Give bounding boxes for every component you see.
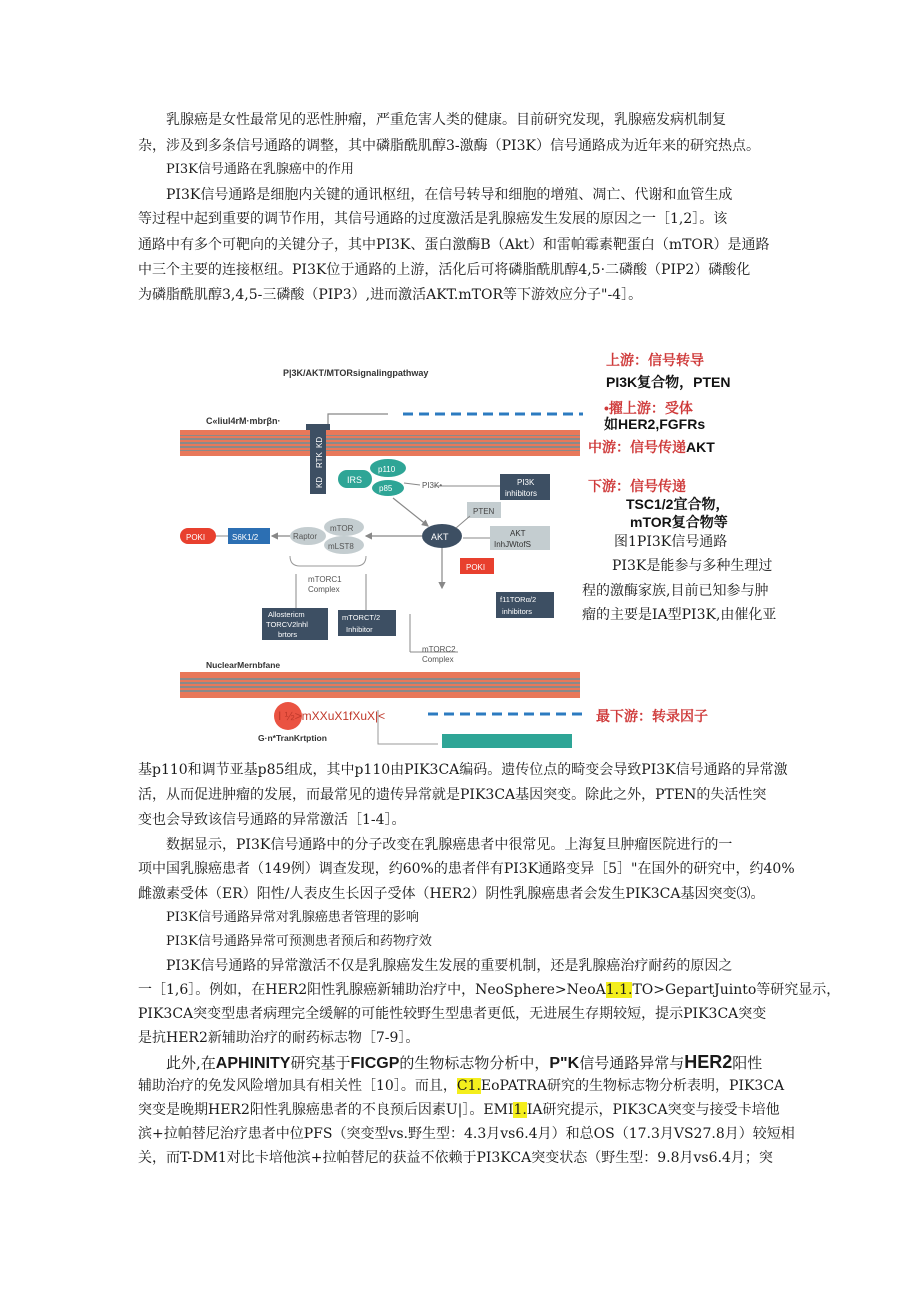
p6-l1-part-c: 研究基于 — [290, 1054, 351, 1072]
pi3k-to-akt-arrow — [393, 498, 428, 526]
mtor-label: mTOR — [330, 524, 354, 533]
highlight-3: 1. — [513, 1102, 527, 1118]
paragraph-3-line-3: 变也会导致该信号通路的异常激活［1-4］。 — [138, 812, 406, 828]
side-text-line-3: 瘤的主要是IA型PI3K,由催化亚 — [582, 607, 777, 623]
mtorc2-line-2: Complex — [422, 655, 454, 664]
paragraph-6-line-5: 关，而T-DM1对比卡培他滨+拉帕替尼的获益不依赖于PI3KCA突变状态（野生型：9.8月vs6.4月；突 — [138, 1150, 773, 1166]
cell-membrane-stripes — [180, 435, 580, 451]
mtorc1-bracket — [290, 556, 366, 566]
p6-l1-part-g: 信号通路异常与 — [579, 1054, 685, 1072]
mtorc2-line-1: mTORC2 — [422, 645, 456, 654]
p6-l1-part-a: 此外,在 — [166, 1054, 216, 1072]
nuclear-membrane-label: NuclearMernbfane — [206, 660, 281, 670]
s6k-label: S6K1/2 — [232, 533, 259, 542]
f11tor-line-1: f11TORα/2 — [500, 595, 537, 604]
poki-left-label: POKI — [186, 533, 206, 542]
gene-transcription-label: G·n*TranKrtption — [258, 733, 327, 743]
akt-inhibitors-line-1: AKT — [510, 529, 526, 538]
annotation-midstream — [588, 437, 715, 457]
nuclear-membrane-top — [180, 672, 580, 677]
annotation-downstream-detail-2: mTOR复合物等 — [630, 514, 728, 530]
p6-l1-part-e: 的生物标志物分析中， — [399, 1054, 550, 1072]
paragraph-4-line-2: 项中国乳腺癌患者（149例）调查发现，约60%的患者伴有PI3K通路变异［5］"在国外的研究中，约40% — [138, 861, 795, 877]
mlst8-label: mLST8 — [328, 542, 354, 551]
annotation-receptor-detail: 如HER2,FGFRs — [604, 416, 706, 432]
annotation-transcription-factor: 最下游：转录因子 — [596, 708, 708, 724]
rtk-kd-bottom: KD — [315, 476, 324, 488]
paragraph-5-line-1: PI3K信号通路的异常激活不仅是乳腺癌发生发展的重要机制，还是乳腺癌治疗耐药的原因之 — [166, 958, 733, 974]
rtk-kd-top: KD — [315, 436, 324, 448]
annotation-upstream-title: 上游：信号转导 — [606, 352, 704, 368]
section-heading-2: PI3K信号通路异常对乳腺癌患者管理的影响 — [166, 910, 419, 925]
nuclear-membrane-bottom — [180, 693, 580, 698]
paragraph-5-line-4: 是抗HER2新辅助治疗的耐药标志物［7-9］。 — [138, 1030, 420, 1046]
p6-l1-aphinity: APHINITY — [215, 1055, 291, 1072]
paragraph-2-line-4: 中三个主要的连接枢纽。PI3K位于通路的上游，活化后可将磷脂酰肌醇4,5·二磷酸（PIP2）磷酸化 — [138, 262, 751, 278]
p6-l2-part-a: 辅助治疗的免发风险增加具有相关性［10］。而且， — [138, 1078, 457, 1094]
mtorct-line-2: Inhibitor — [346, 625, 373, 634]
paragraph-6-line-3 — [138, 1100, 780, 1120]
pten-label: PTEN — [473, 507, 495, 516]
paragraph-3-line-1: 基p110和调节亚基p85组成，其中p110由PIK3CA编码。遗传位点的畸变会导致PI3K信号通路的异常激 — [138, 762, 788, 778]
paragraph-6-line-2 — [138, 1076, 784, 1096]
paragraph-5-line-2-b: TO>GepartJuinto等研究显示， — [632, 982, 841, 998]
p85-label: p85 — [379, 484, 393, 493]
paragraph-5-line-2-a: 一［1,6］。例如，在HER2阳性乳腺癌新辅助治疗中，NeoSphere>NeoA — [138, 982, 606, 998]
paragraph-6-line-4: 滨+拉帕替尼治疗患者中位PFS（突变型vs.野生型：4.3月vs6.4月）和总OS（17.3月VS27.8月）较短相 — [138, 1126, 795, 1142]
paragraph-1-line-2: 杂，涉及到多条信号通路的调整，其中磷脂酰肌醇3-激酶（PI3K）信号通路成为近年来的研究热点。 — [138, 138, 760, 154]
allosteric-line-3: brtors — [278, 630, 298, 639]
cell-membrane-top — [180, 430, 580, 435]
akt-label: AKT — [431, 532, 449, 542]
annotation-receptor-title: •擢上游：受体 — [604, 400, 693, 416]
pathway-diagram — [178, 352, 583, 752]
paragraph-4-line-1: 数据显示，PI3K信号通路中的分子改变在乳腺癌患者中很常见。上海复旦肿瘤医院进行的一 — [166, 837, 733, 853]
mtorc1-line-1: mTORC1 — [308, 575, 342, 584]
rtk-cap — [306, 424, 330, 430]
section-heading-1: PI3K信号通路在乳腺癌中的作用 — [166, 162, 354, 177]
section-heading-3: PI3K信号通路异常可预测患者预后和药物疗效 — [166, 934, 432, 949]
annotation-upstream-detail: PI3K复合物，PTEN — [606, 374, 731, 390]
raptor-label: Raptor — [293, 532, 318, 541]
p6-l3-part-a: 突变是晚期HER2阳性乳腺癌患者的不良预后因素U|］。EMI — [138, 1102, 514, 1118]
figure-caption: 图1PI3K信号通路 — [614, 534, 728, 550]
paragraph-2-line-2: 等过程中起到重要的调节作用，其信号通路的过度激活是乳腺癌发生发展的原因之一［1,2］。该 — [138, 211, 728, 227]
nuclear-membrane-stripes — [180, 677, 580, 693]
paragraph-5-line-2 — [138, 980, 840, 1000]
paragraph-2-line-3: 通路中有多个可靶向的关键分子，其中PI3K、蛋白激酶B（Akt）和雷帕霉素靶蛋白（mTOR）是通路 — [138, 237, 770, 253]
annotation-downstream-title: 下游：信号传递 — [588, 478, 686, 494]
arrow-line — [328, 414, 388, 424]
akt-inhibitors-line-2: InhJWtofS — [494, 540, 531, 549]
rtk-label: RTK — [315, 452, 324, 468]
mtorct-line-1: mTORCT/2 — [342, 613, 381, 622]
p6-l1-ficgp: FICGP — [350, 1055, 400, 1072]
pi3k-inhibitors-line-1: PI3K — [517, 478, 535, 487]
p6-l1-her2: HER2 — [684, 1052, 733, 1072]
f11tor-line-2: inhibitors — [502, 607, 533, 616]
poki-right-label: POKI — [466, 563, 486, 572]
cell-membrane-label: C«liul4rM·mbrβn· — [206, 416, 281, 426]
p6-l3-part-b: IA研究提示，PIK3CA突变与接受卡培他 — [526, 1102, 780, 1118]
paragraph-3-line-2: 活，从而促进肿瘤的发展，而最常见的遗传异常就是PIK3CA基因突变。除此之外，PTEN的失活性突 — [138, 787, 767, 803]
teal-bar — [442, 734, 572, 748]
highlight-2: C1. — [456, 1078, 481, 1094]
paragraph-1-line-1: 乳腺癌是女性最常见的恶性肿瘤，严重危害人类的健康。目前研究发现，乳腺癌发病机制复 — [166, 112, 726, 128]
paragraph-2-line-5: 为磷脂酰肌醇3,4,5-三磷酸（PIP3）,进而激活AKT.mTOR等下游效应分子"-4］。 — [138, 287, 643, 303]
cell-membrane-bottom — [180, 451, 580, 456]
p6-l2-part-b: EoPATRA研究的生物标志物分析表明，PIK3CA — [480, 1078, 785, 1094]
paragraph-6-line-1 — [166, 1050, 762, 1076]
pi3k-inhibitors-line-2: inhibitors — [505, 489, 538, 498]
p6-l1-part-i: 阳性 — [732, 1054, 763, 1072]
irs-label: IRS — [347, 475, 363, 485]
side-text-line-2: 程的激酶家族,目前已知参与肿 — [582, 583, 769, 599]
pi3k-label: PI3K• — [422, 481, 443, 490]
p6-l1-pk: P"K — [549, 1055, 580, 1072]
mtorc1-line-2: Complex — [308, 585, 340, 594]
highlight-1: 1.1. — [605, 982, 633, 998]
pi3k-connector — [404, 483, 420, 485]
side-text-line-1: PI3K是能参与多种生理过 — [612, 558, 773, 574]
allosteric-line-1: Allostericm — [268, 610, 305, 619]
pi3k-pathway-figure — [178, 352, 583, 752]
dna-sequence: I ½>mXXuX1fXuX|< — [278, 709, 386, 723]
paragraph-2-line-1: PI3K信号通路是细胞内关键的通讯枢纽，在信号转导和细胞的增殖、凋亡、代谢和血管生成 — [166, 187, 733, 203]
p110-label: p110 — [378, 465, 396, 474]
paragraph-4-line-3: 雌激素受体（ER）阳性/人表皮生长因子受体（HER2）阴性乳腺癌患者会发生PIK3CA基因突变⑶。 — [138, 886, 765, 902]
annotation-downstream-detail-1: TSC1/2宜合物， — [626, 496, 730, 512]
pten-to-akt-line — [456, 516, 470, 528]
allosteric-line-2: TORCV2lnhl — [266, 620, 308, 629]
annotation-midstream-detail: AKT — [686, 439, 715, 455]
annotation-midstream-title: 中游：信号传递 — [588, 439, 686, 455]
paragraph-5-line-3: PIK3CA突变型患者病理完全缓解的可能性较野生型患者更低，无进展生存期较短，提示PIK3CA突变 — [138, 1006, 767, 1022]
figure-title: P|3K/AKT/MTORsignalingpathway — [283, 368, 429, 378]
